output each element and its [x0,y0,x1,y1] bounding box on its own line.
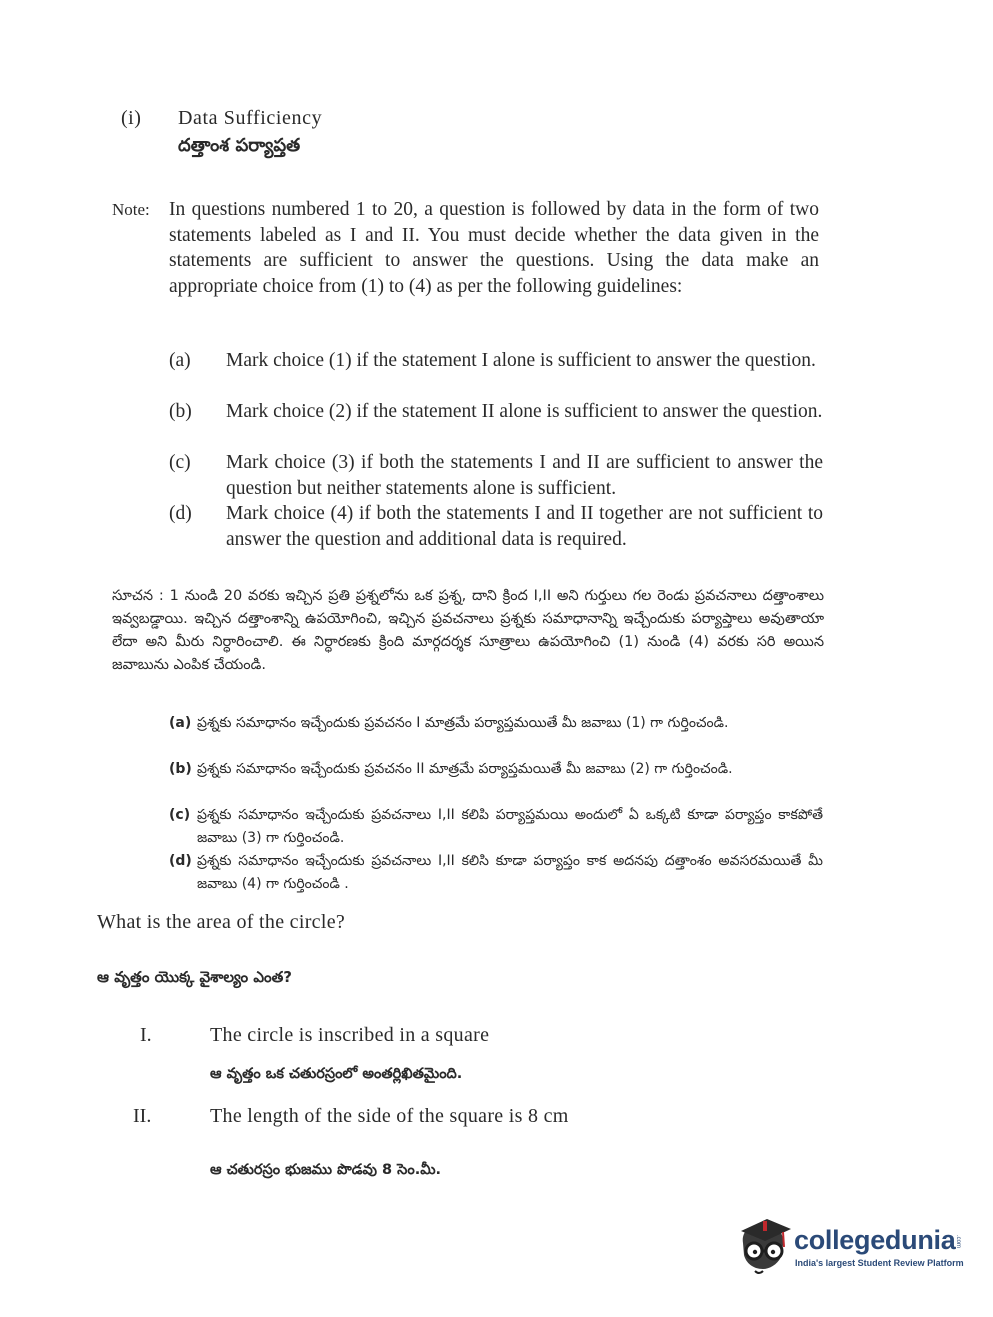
guideline-text: Mark choice (1) if the statement I alone is sufficient to answer the question. [226,350,816,371]
guideline-text: ప్రశ్నకు సమాధానం ఇచ్చేందుకు ప్రవచనాలు I,II కలిసి కూడా పర్యాప్తం కాక అదనపు దత్తాంశం అవసరమయితే మీ జవాబు (4) గా గుర్తించండి . [197,853,823,892]
guideline-label: (b) [169,761,192,777]
guideline-text: Mark choice (4) if both the statements I and II together are not sufficient to answer the question and additional data is required. [226,503,823,550]
statement-text: The length of the side of the square is 8 cm [210,1105,569,1127]
statement-text: The circle is inscribed in a square [210,1024,490,1046]
guideline-label: (b) [169,401,192,422]
section-number: (i) [121,107,142,129]
guideline-text: ప్రశ్నకు సమాధానం ఇచ్చేందుకు ప్రవచనం I మాత్రమే పర్యాప్తమయితే మీ జవాబు (1) గా గుర్తించండి. [197,715,729,731]
guideline-label: (d) [169,503,192,524]
guideline-text: Mark choice (2) if the statement II alone is sufficient to answer the question. [226,401,823,422]
logo-domain: .com [955,1235,961,1249]
logo-wordmark: collegedunia [794,1225,956,1255]
note-telugu: సూచన : 1 నుండి 20 వరకు ఇచ్చిన ప్రతి ప్రశ్నలోను ఒక ప్రశ్న, దాని క్రింద I,II అని గుర్తులు గల రెండు ప్రవచనాలు దత్తాంశాలు ఇవ్వబడ్డాయి. ఇచ్చిన దత్తాంశాన్ని ఉపయోగించి, ఇచ్చిన ప్రవచనాలు ప్రశ్నకు సమాధానాన్ని ఇచ్చేందుకు పర్యాప్తాలు అవుతాయా లేదా అని మీరు నిర్ధారించాలి. ఈ నిర్ధారణకు క్రింది మార్గదర్శక సూత్రాలు ఉపయోగించి (1) నుండి (4) వరకు సరి అయిన జవాబును ఎంపిక చేయండి. [112,588,824,673]
graduate-cap-glasses-icon [737,1213,793,1275]
statement-text-telugu: ఆ చతురస్రం భుజము పొడవు 8 సెం.మీ. [210,1162,442,1178]
section-title: Data Sufficiency [178,107,323,129]
guideline-text: ప్రశ్నకు సమాధానం ఇచ్చేందుకు ప్రవచనం II మాత్రమే పర్యాప్తమయితే మీ జవాబు (2) గా గుర్తించండి. [197,761,733,777]
guideline-text: ప్రశ్నకు సమాధానం ఇచ్చేందుకు ప్రవచనాలు I,II కలిపి పర్యాప్తమయి అందులో ఏ ఒక్కటి కూడా పర్యాప్తం కాకపోతే జవాబు (3) గా గుర్తించండి. [197,807,823,846]
guideline-label: (a) [169,715,192,731]
logo-tagline: India's largest Student Review Platform [795,1258,964,1268]
section-title-telugu: దత్తాంశ పర్యాప్తత [178,135,301,156]
guideline-text: Mark choice (3) if both the statements I and II are sufficient to answer the question but neither statements alone is sufficient. [226,452,823,499]
question-text-telugu: ఆ వృత్తం యొక్క వైశాల్యం ఎంత? [97,968,292,986]
note-text: In questions numbered 1 to 20, a question is followed by data in the form of two statements labeled as I and II. You must decide whether the data given in the statements are sufficient to answer the questions. Using the data make an appropriate choice from (1) to (4) as per the following guidelines: [169,199,819,297]
statement-number: II. [133,1105,152,1127]
collegedunia-logo [737,1213,962,1283]
guideline-label: (c) [169,807,191,823]
note-label: Note: [112,200,150,219]
statement-text-telugu: ఆ వృత్తం ఒక చతురస్రంలో అంతర్లిఖితమైంది. [210,1066,463,1082]
guideline-label: (c) [169,452,191,473]
statement-number: I. [140,1024,152,1046]
guideline-label: (a) [169,350,191,371]
guideline-label: (d) [169,853,192,869]
question-text: What is the area of the circle? [97,911,346,933]
